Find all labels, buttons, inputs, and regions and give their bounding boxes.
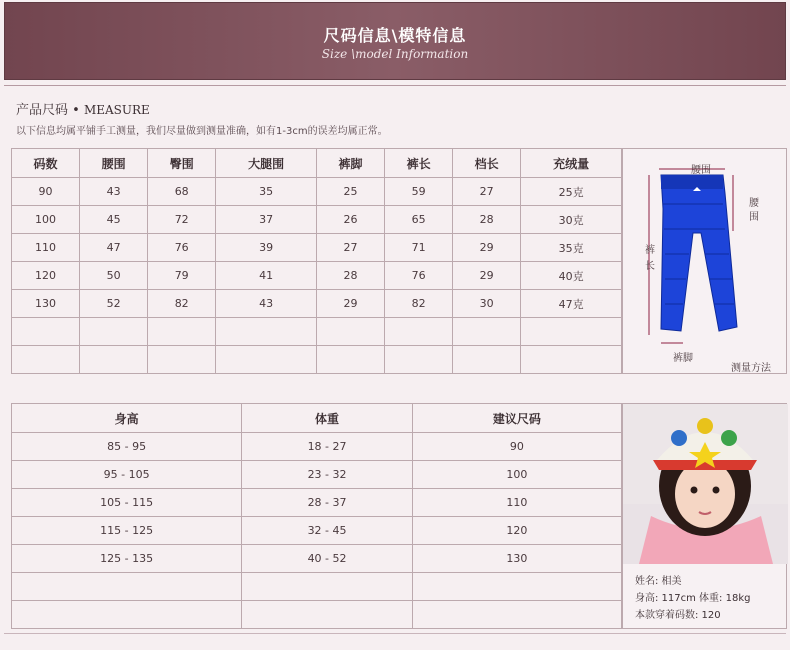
table-cell: 43 bbox=[216, 290, 317, 318]
column-header: 臀围 bbox=[148, 149, 216, 178]
waist-label-top: 腰围 bbox=[691, 165, 711, 176]
body-size-table bbox=[11, 403, 622, 629]
model-panel bbox=[622, 403, 787, 629]
table-row bbox=[12, 433, 622, 461]
table-cell: 125 - 135 bbox=[12, 545, 242, 573]
measure-note: 以下信息均属平铺手工测量，我们尽量做到测量准确，如有1-3cm的误差均属正常。 bbox=[16, 126, 388, 137]
table-cell: 27 bbox=[316, 234, 384, 262]
table-cell bbox=[316, 346, 384, 374]
table-cell: 82 bbox=[148, 290, 216, 318]
table-cell: 79 bbox=[148, 262, 216, 290]
table-cell bbox=[148, 318, 216, 346]
table-cell: 29 bbox=[316, 290, 384, 318]
model-stats: 身高: 117cm 体重: 18kg bbox=[635, 593, 751, 604]
table-cell: 28 bbox=[316, 262, 384, 290]
column-header: 裤长 bbox=[385, 149, 453, 178]
table-cell: 65 bbox=[385, 206, 453, 234]
banner-title-en: Size \model Information bbox=[321, 47, 469, 61]
table-row bbox=[12, 206, 622, 234]
table-cell bbox=[242, 601, 413, 629]
table-row bbox=[12, 461, 622, 489]
table-cell: 30克 bbox=[521, 206, 622, 234]
table-cell: 90 bbox=[412, 433, 621, 461]
table-cell bbox=[521, 346, 622, 374]
model-size: 本款穿着码数: 120 bbox=[635, 610, 721, 621]
table-cell: 95 - 105 bbox=[12, 461, 242, 489]
table-cell: 35克 bbox=[521, 234, 622, 262]
table-cell: 47克 bbox=[521, 290, 622, 318]
column-header: 身高 bbox=[12, 404, 242, 433]
waist-label-side: 腰 围 bbox=[749, 198, 759, 223]
table-row bbox=[12, 517, 622, 545]
table-cell: 115 - 125 bbox=[12, 517, 242, 545]
table-cell: 29 bbox=[453, 234, 521, 262]
table-cell: 27 bbox=[453, 178, 521, 206]
table-cell: 39 bbox=[216, 234, 317, 262]
table-cell: 25 bbox=[316, 178, 384, 206]
table-cell bbox=[12, 573, 242, 601]
measure-heading-cn: 产品尺码 • bbox=[16, 103, 80, 118]
column-header: 档长 bbox=[453, 149, 521, 178]
table-header-row bbox=[12, 149, 622, 178]
table-cell: 72 bbox=[148, 206, 216, 234]
pants-diagram bbox=[622, 148, 787, 374]
table-cell: 105 - 115 bbox=[12, 489, 242, 517]
hem-label: 裤脚 bbox=[673, 353, 693, 364]
table-cell bbox=[12, 346, 80, 374]
table-cell: 90 bbox=[12, 178, 80, 206]
column-header: 裤脚 bbox=[316, 149, 384, 178]
table-cell: 43 bbox=[80, 178, 148, 206]
table-cell: 23 - 32 bbox=[242, 461, 413, 489]
table-cell: 28 bbox=[453, 206, 521, 234]
table-cell: 100 bbox=[12, 206, 80, 234]
table-cell bbox=[412, 573, 621, 601]
banner-title-cn: 尺码信息\模特信息 bbox=[323, 26, 467, 45]
model-name: 姓名: 相美 bbox=[635, 576, 682, 587]
table-cell: 68 bbox=[148, 178, 216, 206]
column-header: 体重 bbox=[242, 404, 413, 433]
table-row bbox=[12, 234, 622, 262]
table-cell: 59 bbox=[385, 178, 453, 206]
bottom-divider bbox=[4, 633, 786, 634]
table-cell: 110 bbox=[412, 489, 621, 517]
table-cell: 120 bbox=[12, 262, 80, 290]
table-cell: 45 bbox=[80, 206, 148, 234]
table-cell: 40 - 52 bbox=[242, 545, 413, 573]
divider bbox=[4, 85, 786, 86]
table-cell: 130 bbox=[412, 545, 621, 573]
table-cell: 32 - 45 bbox=[242, 517, 413, 545]
measure-heading-en: MEASURE bbox=[83, 103, 150, 117]
column-header: 腰围 bbox=[80, 149, 148, 178]
table-cell: 52 bbox=[80, 290, 148, 318]
table-cell: 50 bbox=[80, 262, 148, 290]
table-cell bbox=[216, 346, 317, 374]
table-row bbox=[12, 573, 622, 601]
table-cell: 47 bbox=[80, 234, 148, 262]
table-cell: 110 bbox=[12, 234, 80, 262]
table-cell bbox=[80, 346, 148, 374]
table-cell bbox=[453, 318, 521, 346]
table-cell: 41 bbox=[216, 262, 317, 290]
table-cell: 130 bbox=[12, 290, 80, 318]
size-table bbox=[11, 148, 622, 374]
table-row bbox=[12, 178, 622, 206]
table-cell bbox=[80, 318, 148, 346]
table-cell bbox=[12, 318, 80, 346]
table-header-row bbox=[12, 404, 622, 433]
model-photo bbox=[623, 404, 788, 564]
length-label: 裤 长 bbox=[645, 245, 655, 272]
table-cell bbox=[521, 318, 622, 346]
table-row bbox=[12, 318, 622, 346]
table-cell bbox=[148, 346, 216, 374]
table-cell bbox=[453, 346, 521, 374]
table-cell: 25克 bbox=[521, 178, 622, 206]
table-cell: 76 bbox=[148, 234, 216, 262]
column-header: 大腿围 bbox=[216, 149, 317, 178]
table-cell bbox=[412, 601, 621, 629]
table-cell bbox=[216, 318, 317, 346]
table-cell: 71 bbox=[385, 234, 453, 262]
table-cell: 120 bbox=[412, 517, 621, 545]
header-banner bbox=[4, 2, 786, 80]
table-cell: 18 - 27 bbox=[242, 433, 413, 461]
table-cell bbox=[385, 318, 453, 346]
table-cell bbox=[385, 346, 453, 374]
measure-heading bbox=[16, 99, 150, 118]
table-row bbox=[12, 346, 622, 374]
column-header: 充绒量 bbox=[521, 149, 622, 178]
table-cell bbox=[12, 601, 242, 629]
table-row bbox=[12, 290, 622, 318]
column-header: 码数 bbox=[12, 149, 80, 178]
table-row bbox=[12, 262, 622, 290]
table-cell bbox=[316, 318, 384, 346]
table-cell: 37 bbox=[216, 206, 317, 234]
table-cell: 28 - 37 bbox=[242, 489, 413, 517]
table-cell: 85 - 95 bbox=[12, 433, 242, 461]
table-cell: 29 bbox=[453, 262, 521, 290]
table-cell: 30 bbox=[453, 290, 521, 318]
table-cell bbox=[242, 573, 413, 601]
table-row bbox=[12, 489, 622, 517]
table-cell: 40克 bbox=[521, 262, 622, 290]
table-row bbox=[12, 601, 622, 629]
column-header: 建议尺码 bbox=[412, 404, 621, 433]
table-cell: 100 bbox=[412, 461, 621, 489]
table-cell: 76 bbox=[385, 262, 453, 290]
table-cell: 82 bbox=[385, 290, 453, 318]
table-cell: 35 bbox=[216, 178, 317, 206]
table-row bbox=[12, 545, 622, 573]
method-label: 测量方法 bbox=[731, 363, 771, 374]
table-cell: 26 bbox=[316, 206, 384, 234]
